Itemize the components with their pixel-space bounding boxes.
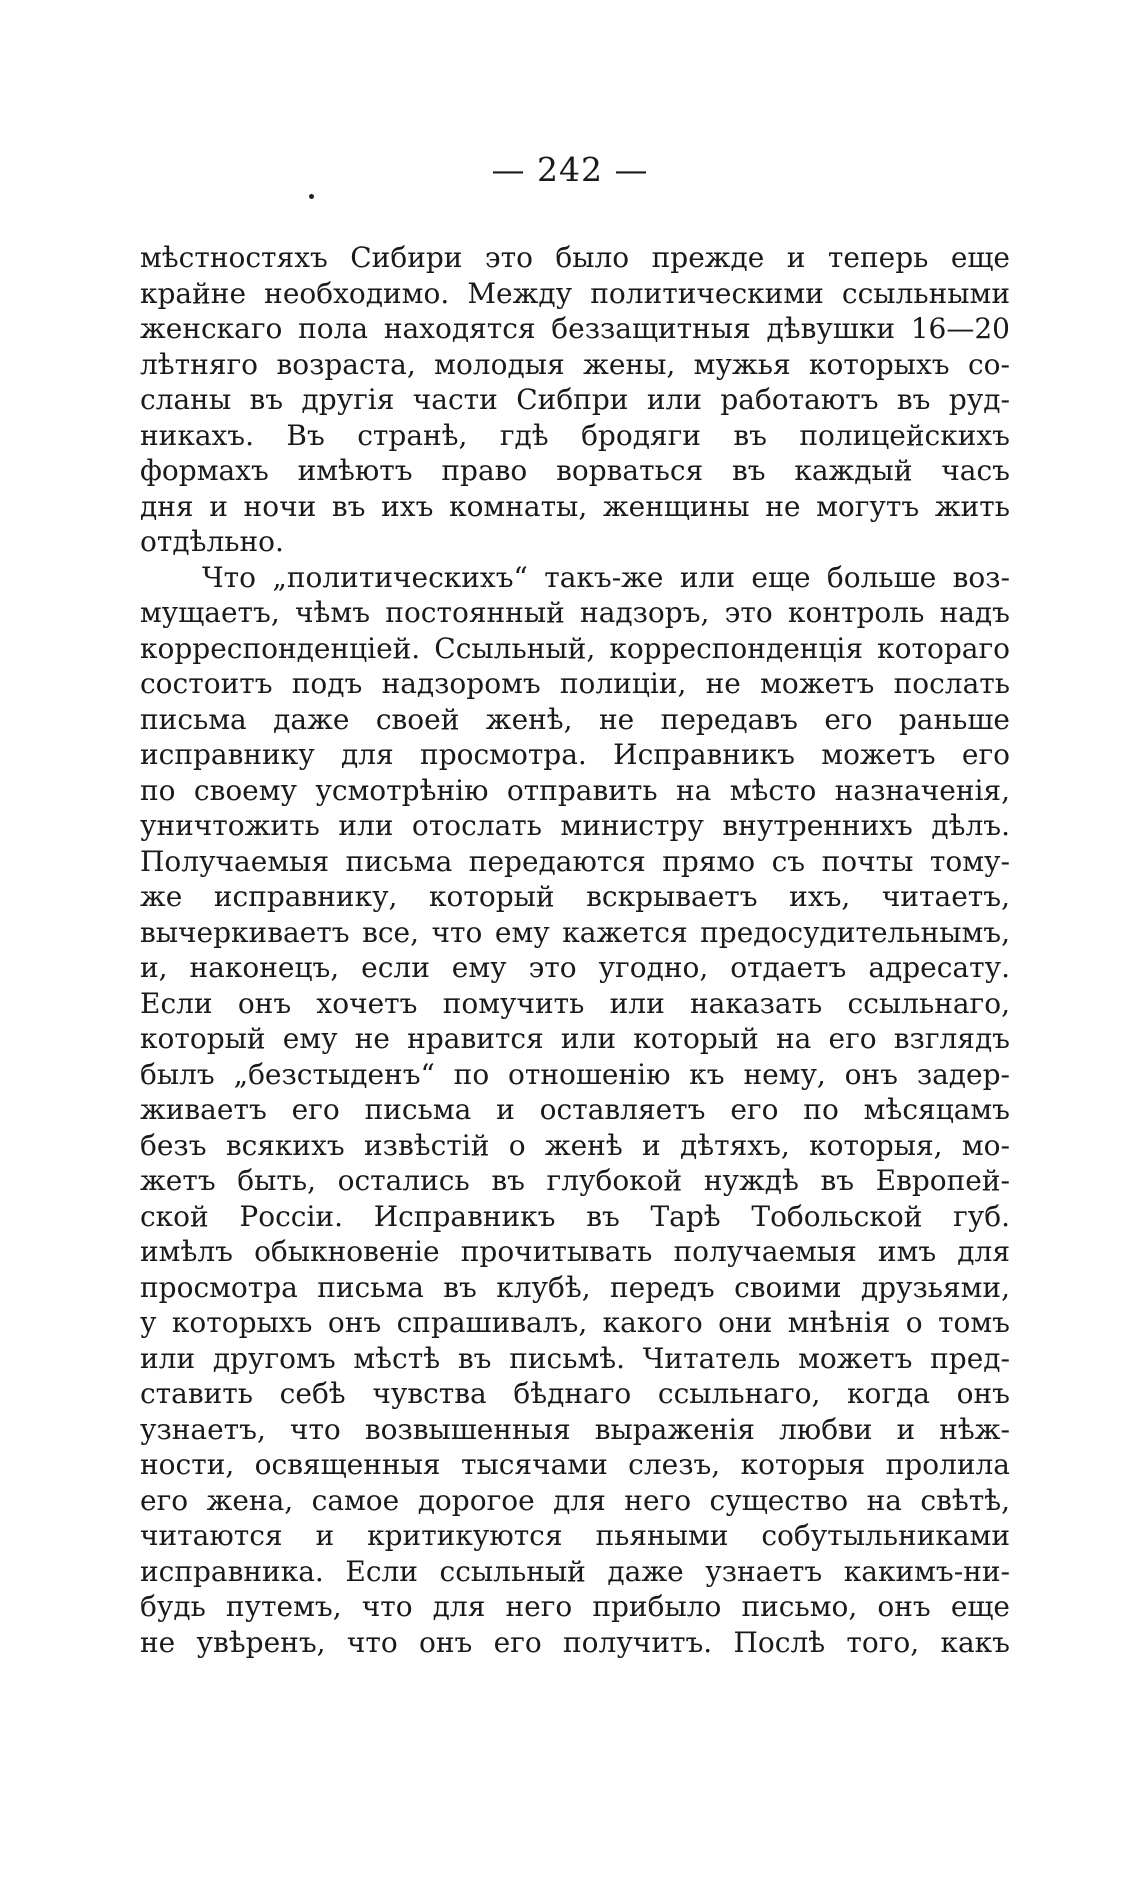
body-text [140,240,1010,1660]
text-line: отдѣльно. [140,525,284,558]
text-line: вычеркиваетъ все, что ему кажется предосудительнымъ, [140,915,1010,949]
text-line: будь путемъ, что для него прибыло письмо, онъ еще [140,1590,1010,1623]
text-line: ности, освященныя тысячами слезъ, которыя пролила [140,1448,1010,1481]
text-line: исправника. Если ссыльный даже узнаетъ какимъ-ни- [140,1554,1010,1588]
text-line: крайне необходимо. Между политическими ссыльными [140,276,1010,310]
paragraph-1 [140,240,1010,560]
text-line: узнаетъ, что возвышенныя выраженія любви и нѣж- [140,1412,1010,1446]
text-line: и, наконецъ, если ему это угодно, отдаетъ адресату. [140,951,1010,984]
text-line: же исправнику, который вскрываетъ ихъ, читаетъ, [140,880,1010,913]
text-line: безъ всякихъ извѣстій о женѣ и дѣтяхъ, которыя, мо- [140,1128,1010,1162]
text-line: корреспонденціей. Ссыльный, корреспонденція котораго [140,631,1010,665]
text-line: читаются и критикуются пьяными собутыльниками [140,1519,1010,1552]
text-line: сланы въ другія части Сибпри или работаютъ въ руд- [140,383,1010,416]
text-line: состоитъ подъ надзоромъ полиціи, не можетъ послать [140,667,1010,700]
text-line: Что „политическихъ“ такъ-же или еще больше воз- [202,560,1010,594]
text-line: женскаго пола находятся беззащитныя дѣвушки 16—20 [140,312,1010,345]
text-line: не увѣренъ, что онъ его получитъ. Послѣ того, какъ [140,1625,1010,1659]
text-line: дня и ночи въ ихъ комнаты, женщины не могутъ жить [140,489,1010,523]
text-line: былъ „безстыденъ“ по отношенію къ нему, онъ задер- [140,1057,1010,1091]
paragraph-2 [140,560,1010,1661]
page-number: — 242 — [491,150,649,189]
text-line: Если онъ хочетъ помучить или наказать ссыльнаго, [140,986,1010,1020]
text-line: уничтожить или отослать министру внутреннихъ дѣлъ. [140,809,1010,842]
text-line: мущаетъ, чѣмъ постоянный надзоръ, это контроль надъ [140,596,1010,629]
print-speck [309,194,314,199]
text-line: ставить себѣ чувства бѣднаго ссыльнаго, когда онъ [140,1377,1010,1410]
text-line: у которыхъ онъ спрашивалъ, какого они мнѣнія о томъ [140,1306,1010,1339]
text-line: никахъ. Въ странѣ, гдѣ бродяги въ полицейскихъ [140,418,1010,452]
text-line: просмотра письма въ клубѣ, передъ своими друзьями, [140,1270,1010,1304]
text-line: живаетъ его письма и оставляетъ его по мѣсяцамъ [140,1093,1010,1126]
text-line: Получаемыя письма передаются прямо съ почты тому- [140,844,1010,878]
text-line: жетъ быть, остались въ глубокой нуждѣ въ Европей- [140,1164,1010,1197]
text-line: формахъ имѣютъ право ворваться въ каждый часъ [140,454,1010,487]
text-line: по своему усмотрѣнію отправить на мѣсто назначенія, [140,773,1010,807]
text-line: ской Россіи. Исправникъ въ Тарѣ Тобольской губ. [140,1199,1010,1233]
text-line: лѣтняго возраста, молодыя жены, мужья которыхъ со- [140,347,1010,381]
text-line: который ему не нравится или который на его взглядъ [140,1022,1010,1055]
text-line: или другомъ мѣстѣ въ письмѣ. Читатель можетъ пред- [140,1341,1010,1375]
text-line: мѣстностяхъ Сибири это было прежде и теперь еще [140,241,1010,274]
text-line: имѣлъ обыкновеніе прочитывать получаемыя имъ для [140,1235,1010,1268]
text-line: исправнику для просмотра. Исправникъ можетъ его [140,738,1010,771]
text-line: его жена, самое дорогое для него существо на свѣтѣ, [140,1483,1010,1517]
text-line: письма даже своей женѣ, не передавъ его раньше [140,702,1010,736]
